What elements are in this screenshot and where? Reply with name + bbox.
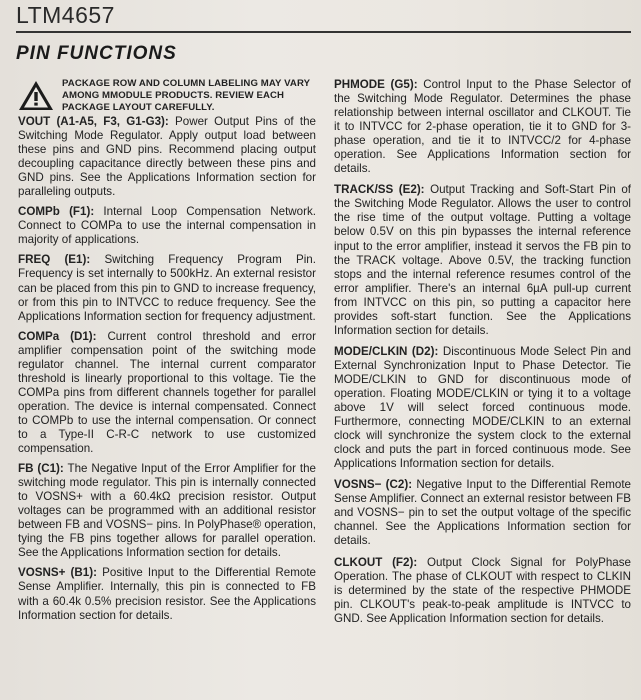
- pin-text: Discontinuous Mode Select Pin and External Synchronization Input to Phase Detector. Tie MODE/CLKIN to GND for discontinuous mode of operation. Floating MODE/CLKIN or tying it to a voltage above 1V will select forced continuous mode. Furthermore, connecting MODE/CLKIN to an external clock will synchronize the system clock to the external clock and puts the part in forced continuous mode. See Applications Information section for details.: [334, 344, 631, 471]
- part-number: LTM4657: [16, 2, 115, 28]
- pin-description: [18, 462, 316, 560]
- header-rule: [16, 31, 631, 33]
- pin-name: VOSNS− (C2):: [334, 478, 413, 492]
- section-title: PIN FUNCTIONS: [16, 43, 177, 64]
- pin-text: The Negative Input of the Error Amplifier for the switching mode regulator. This pin is internally connected to VOSNS+ with a 60.4kΩ precision resistor. Output voltages can be programmed with an additional resistor between FB and VOSNS− pins. In PolyPhase® operation, tying the FB pins together allows for parallel operation. See the Applications Information section for details.: [18, 462, 316, 560]
- pin-text: Output Clock Signal for PolyPhase Operation. The phase of CLKOUT with respect to CLKIN is determined by the state of the respective PHMODE pin. CLKOUT's peak-to-peak amplitude is INTVCC to GND. See Application Information section for details.: [334, 555, 631, 625]
- pin-description: [334, 183, 631, 338]
- pin-name: MODE/CLKIN (D2):: [334, 344, 439, 358]
- pin-name: FB (C1):: [18, 462, 64, 476]
- pin-description: [18, 330, 316, 456]
- pin-description: [18, 115, 316, 199]
- pin-text: Internal Loop Compensation Network. Connect to COMPa to use the internal compensation in majority of applications.: [18, 205, 316, 247]
- pin-name: TRACK/SS (E2):: [334, 183, 425, 197]
- warning-triangle-icon: [18, 80, 54, 111]
- package-note: [18, 78, 316, 114]
- pin-text: Negative Input to the Differential Remote Sense Amplifier. Connect an external resistor between FB and VOSNS− pin to set the output voltage of the specific channel. See the Applications Information section for details.: [334, 478, 631, 548]
- pin-description: [334, 345, 631, 471]
- pin-name: PHMODE (G5):: [334, 78, 418, 91]
- pin-description: [334, 78, 631, 176]
- pin-description: [18, 566, 316, 622]
- pin-name: CLKOUT (F2):: [334, 555, 418, 569]
- pin-description: [334, 556, 631, 626]
- pin-text: Control Input to the Phase Selector of the Switching Mode Regulator. Determines the phase relationship between internal oscillator and CLKOUT. Tie it to INTVCC for 2-phase operation, tie it to GND for 3-phase operation, and tie it to INTVCC/2 for 4-phase operation. See Applications Information section for details.: [334, 78, 631, 176]
- pin-text: Output Tracking and Soft-Start Pin of the Switching Mode Regulator. Allows the user to control the rise time of the output voltage. Putting a voltage below 0.5V on this pin bypasses the internal reference input to the error amplifier, instead it servos the FB pin to the TRACK voltage. Above 0.5V, the tracking function stops and the internal reference resumes control of the error amplifier. There's an internal 6µA pull-up current from INTVCC on this pin, so putting a capacitor here provides soft-start function. See the Applications Information section for details.: [334, 183, 631, 337]
- pin-description: [18, 205, 316, 247]
- pin-text: Power Output Pins of the Switching Mode Regulator. Apply output load between these pins and GND pins. Recommend placing output decoupling capacitance directly between these pins and GND pins. See the Applications Information section for paralleling outputs.: [18, 115, 316, 199]
- pin-name: FREQ (E1):: [18, 253, 91, 267]
- pin-text: Positive Input to the Differential Remote Sense Amplifier. Internally, this pin is connected to FB with a 60.4k 0.5% precision resistor. See the Applications Information section for details.: [18, 566, 317, 622]
- pin-name: VOUT (A1-A5, F3, G1-G3):: [18, 115, 169, 128]
- right-column: [334, 78, 631, 633]
- pin-text: Switching Frequency Program Pin. Frequency is set internally to 500kHz. An external resistor can be placed from this pin to GND to increase frequency, or from this pin to INTVCC to reduce frequency. See the Applications Information section for frequency adjustment.: [18, 253, 316, 323]
- package-note-text: PACKAGE ROW AND COLUMN LABELING MAY VARY AMONG ΜMODULE PRODUCTS. REVIEW EACH PACKAGE LAYOUT CAREFULLY.: [62, 78, 310, 113]
- pin-text: Current control threshold and error amplifier compensation point of the switching mode regulator channel. The internal current comparator threshold is linearly proportional to this voltage. Tie the COMPa pins from different channels together for parallel operation. The device is internal compensated. Connect to COMPb to use the internal compensation. Or connect to a Type-II C-R-C network to use customized compensation.: [18, 329, 316, 456]
- pin-description: [334, 478, 631, 548]
- pin-name: VOSNS+ (B1):: [18, 566, 97, 580]
- pin-description: [18, 253, 316, 323]
- left-column: [18, 78, 316, 629]
- pin-name: COMPb (F1):: [18, 205, 95, 219]
- pin-name: COMPa (D1):: [18, 329, 97, 343]
